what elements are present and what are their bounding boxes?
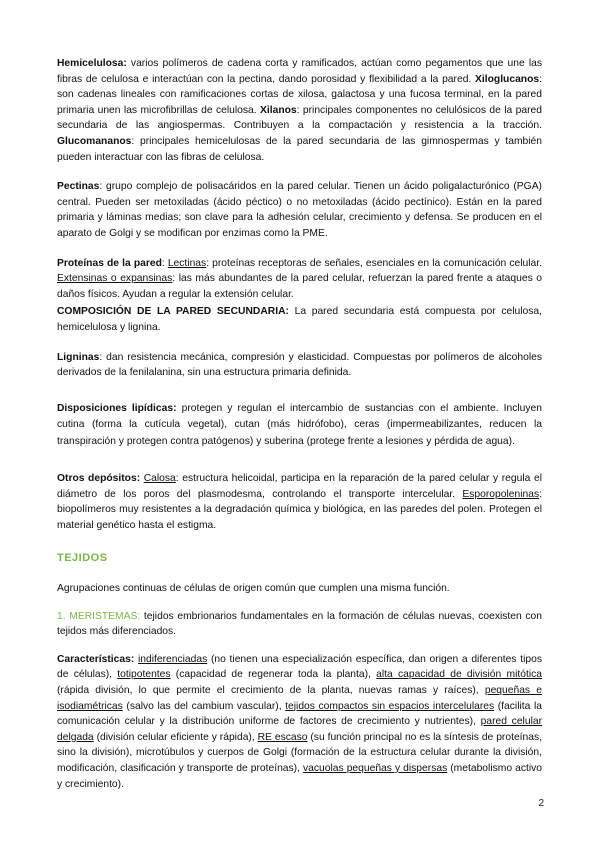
composicion-paragraph	[57, 304, 542, 335]
hemicelulosa-paragraph	[57, 56, 542, 165]
ligninas-text: : dan resistencia mecánica, compresión y elasticidad. Compuestas por polímeros de alcoholes derivados de la fenilalanina, sin una estructura primaria definida.	[57, 351, 542, 379]
esporopoleninas-text: : biopolímeros muy resistentes a la degradación química y biológica, en las paredes del polen. Protegen el material genético hasta el estigma.	[57, 488, 542, 531]
lectinas-text: : proteínas receptoras de señales, esenciales en la comunicación celular.	[206, 257, 542, 269]
pectinas-paragraph	[57, 179, 542, 241]
composicion-text: La pared secundaria está compuesta por celulosa, hemicelulosa y lignina.	[57, 306, 542, 333]
otros-term: Otros depósitos:	[57, 473, 141, 485]
extensinas-term: Extensinas o expansinas	[57, 273, 173, 285]
composicion-term: COMPOSICIÓN DE LA PARED SECUNDARIA:	[57, 306, 289, 318]
document-page	[57, 56, 542, 792]
otros-paragraph	[57, 471, 542, 533]
hemicelulosa-term: Hemicelulosa:	[57, 58, 127, 69]
proteinas-term: Proteínas de la pared	[57, 257, 162, 269]
vacuolas-text: (metabolismo activo y crecimiento).	[57, 762, 542, 790]
vacuolas-term: vacuolas pequeñas y dispersas	[303, 762, 448, 774]
tejidos-heading: TEJIDOS	[57, 552, 108, 565]
ligninas-paragraph	[57, 350, 542, 381]
xiloglucanos-term: Xiloglucanos	[475, 73, 540, 85]
lipidicas-term: Disposiciones lipídicas:	[57, 402, 177, 414]
xilanos-text: : principales componentes no celulósicos de la pared secundaria de las angiospermas. Contribuyen a la compactación y resistencia a la tracción.	[57, 104, 542, 132]
lectinas-term: Lectinas	[167, 257, 207, 269]
division-mitotica-term: alta capacidad de división mitótica	[376, 669, 542, 681]
esporopoleninas-term: Esporopoleninas	[462, 488, 540, 500]
xiloglucanos-text: : son cadenas lineales con ramificaciones cortas de xilosa, galactosa y una fucosa terminal, en la pared primaria unen las microfibrillas de celulosa.	[57, 73, 542, 116]
calosa-term: Calosa	[143, 473, 176, 485]
ligninas-term: Ligninas	[57, 351, 100, 363]
calosa-text: : estructura helicoidal, participa en la reparación de la pared celular y regula el diámetro de los poros del plasmodesma, controlando el transporte intercelular.	[57, 473, 542, 500]
meristemas-heading: 1. MERISTEMAS:	[57, 610, 141, 622]
isodiametricas-text: (salvo las del cambium vascular),	[122, 700, 286, 712]
caracteristicas-paragraph	[57, 652, 542, 792]
indiferenciadas-term: indiferenciadas	[138, 653, 208, 665]
lipidicas-text: protegen y regulan el intercambio de sustancias con el ambiente. Incluyen cutina (forma la cutícula vegetal), cutan (más hidrófobo), ceras (impermeabilizantes, reducen la transpiración y protegen contra patógenos) y suberina (protege frente a lesiones y pérdida de agua).	[57, 402, 542, 448]
lipidicas-paragraph	[57, 401, 542, 451]
pared-delgada-text: (división celular eficiente y rápida),	[93, 731, 258, 743]
meristemas-paragraph	[57, 609, 542, 640]
pectinas-term: Pectinas	[57, 181, 100, 193]
glucomananos-text: : principales hemicelulosas de la pared secundaria de las gimnospermas y también pueden interactuar con las fibras de celulosa.	[57, 135, 542, 163]
totipotentes-text: (capacidad de regenerar toda la planta),	[170, 669, 377, 681]
division-mitotica-text: (rápida división, lo que permite el crecimiento de la planta, nuevas ramas y raíces),	[57, 685, 485, 697]
pared-delgada-term: pared celular delgada	[57, 716, 543, 743]
re-escaso-text: (su función principal no es la síntesis de proteínas, sino la división), microtúbulos y cuerpos de Golgi (formación de la estructura celular durante la división, modificación, clasificación y transporte de proteínas),	[57, 731, 542, 774]
indiferenciadas-text: (no tienen una especialización específica, dan origen a diferentes tipos de células),	[57, 653, 542, 681]
tejidos-compactos-term: tejidos compactos sin espacios intercelulares	[285, 700, 495, 712]
re-escaso-term: RE escaso	[257, 731, 308, 743]
hemicelulosa-text: varios polímeros de cadena corta y ramificados, actúan como pegamentos que une las fibras de celulosa e interactúan con la pectina, dando porosidad y flexibilidad a la pared.	[57, 58, 542, 85]
tejidos-definicion: Agrupaciones continuas de células de origen común que cumplen una misma función.	[57, 583, 450, 595]
glucomananos-term: Glucomananos	[57, 135, 132, 147]
tejidos-compactos-text: (facilita la comunicación celular y la distribución uniforme de factores de crecimiento y nutrientes),	[57, 700, 542, 728]
proteinas-sep: :	[161, 257, 168, 269]
totipotentes-term: totipotentes	[117, 669, 171, 681]
page-number: 2	[538, 798, 544, 809]
extensinas-text: : las más abundantes de la pared celular, refuerzan la pared frente a ataques o daños físicos. Ayudan a regular la extensión celular.	[57, 273, 542, 300]
caracteristicas-term: Características:	[57, 653, 135, 665]
pectinas-text: : grupo complejo de polisacáridos en la pared celular. Tienen un ácido poligalacturónico (PGA) central. Pueden ser metoxiladas (ácido péctico) o no metoxiladas (ácido pectínico). Están en la pared primaria y láminas medias; son clave para la adhesión celular, crecimiento y defensa. Se producen en el aparato de Golgi y se modifican por enzimas como la PME.	[57, 181, 542, 239]
xilanos-term: Xilanos	[260, 104, 297, 116]
meristemas-text: tejidos embrionarios fundamentales en la formación de células nuevas, coexisten con tejidos más diferenciados.	[57, 610, 543, 638]
isodiametricas-term: pequeñas e isodiamétricas	[57, 685, 542, 712]
proteinas-paragraph	[57, 256, 542, 303]
